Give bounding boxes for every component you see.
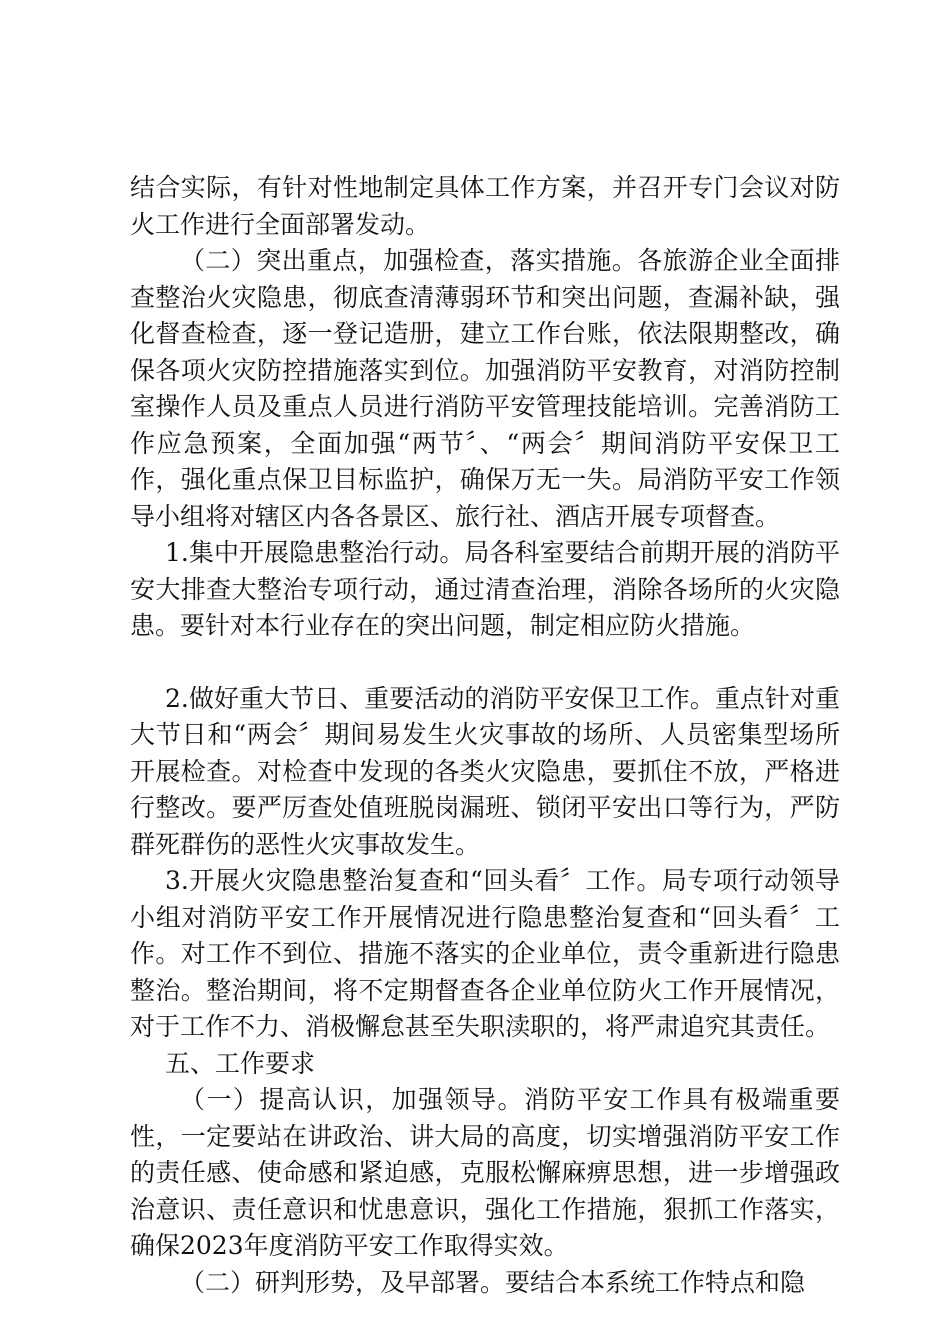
paragraph-section-2: （二）突出重点，加强检查，落实措施。各旅游企业全面排查整治火灾隐患，彻底查清薄弱环节和突出问题，查漏补缺，强化督查检查，逐一登记造册，建立工作台账，依法限期整改，确保各项火灾防控措施落实到位。加强消防平安教育，对消防控制室操作人员及重点人员进行消防平安管理技能培训。完善消防工作应急预案，全面加强“两节〞、“两会〞期间消防平安保卫工作，强化重点保卫目标监护，确保万无一失。局消防平安工作领导小组将对辖区内各各景区、旅行社、酒店开展专项督查。	[130, 246, 840, 531]
document-body	[130, 170, 840, 1301]
paragraph-item-2: 2.做好重大节日、重要活动的消防平安保卫工作。重点针对重大节日和“两会〞期间易发生火灾事故的场所、人员密集型场所开展检查。对检查中发现的各类火灾隐患，要抓住不放，严格进行整改。要严厉查处值班脱岗漏班、锁闭平安出口等行为，严防群死群伤的恶性火灾事故发生。	[130, 683, 840, 859]
paragraph-requirement-1: （一）提高认识，加强领导。消防平安工作具有极端重要性，一定要站在讲政治、讲大局的高度，切实增强消防平安工作的责任感、使命感和紧迫感，克服松懈麻痹思想，进一步增强政治意识、责任意识和忧患意识，强化工作措施，狠抓工作落实，确保2023年度消防平安工作取得实效。	[130, 1085, 840, 1260]
paragraph-spacer	[130, 645, 840, 681]
paragraph-item-1: 1.集中开展隐患整治行动。局各科室要结合前期开展的消防平安大排查大整治专项行动，通过清查治理，消除各场所的火灾隐患。要针对本行业存在的突出问题，制定相应防火措施。	[130, 538, 840, 640]
paragraph-continuation: 结合实际，有针对性地制定具体工作方案，并召开专门会议对防火工作进行全面部署发动。	[130, 173, 840, 239]
paragraph-requirement-2: （二）研判形势，及早部署。要结合本系统工作特点和隐	[180, 1267, 806, 1297]
paragraph-item-3: 3.开展火灾隐患整治复查和“回头看〞工作。局专项行动领导小组对消防平安工作开展情况进行隐患整治复查和“回头看〞工作。对工作不到位、措施不落实的企业单位，责令重新进行隐患整治。整治期间，将不定期督查各企业单位防火工作开展情况，对于工作不力、消极懈怠甚至失职渎职的，将严肃追究其责任。	[130, 866, 840, 1041]
section-heading-work-requirements: 五、工作要求	[165, 1048, 316, 1078]
